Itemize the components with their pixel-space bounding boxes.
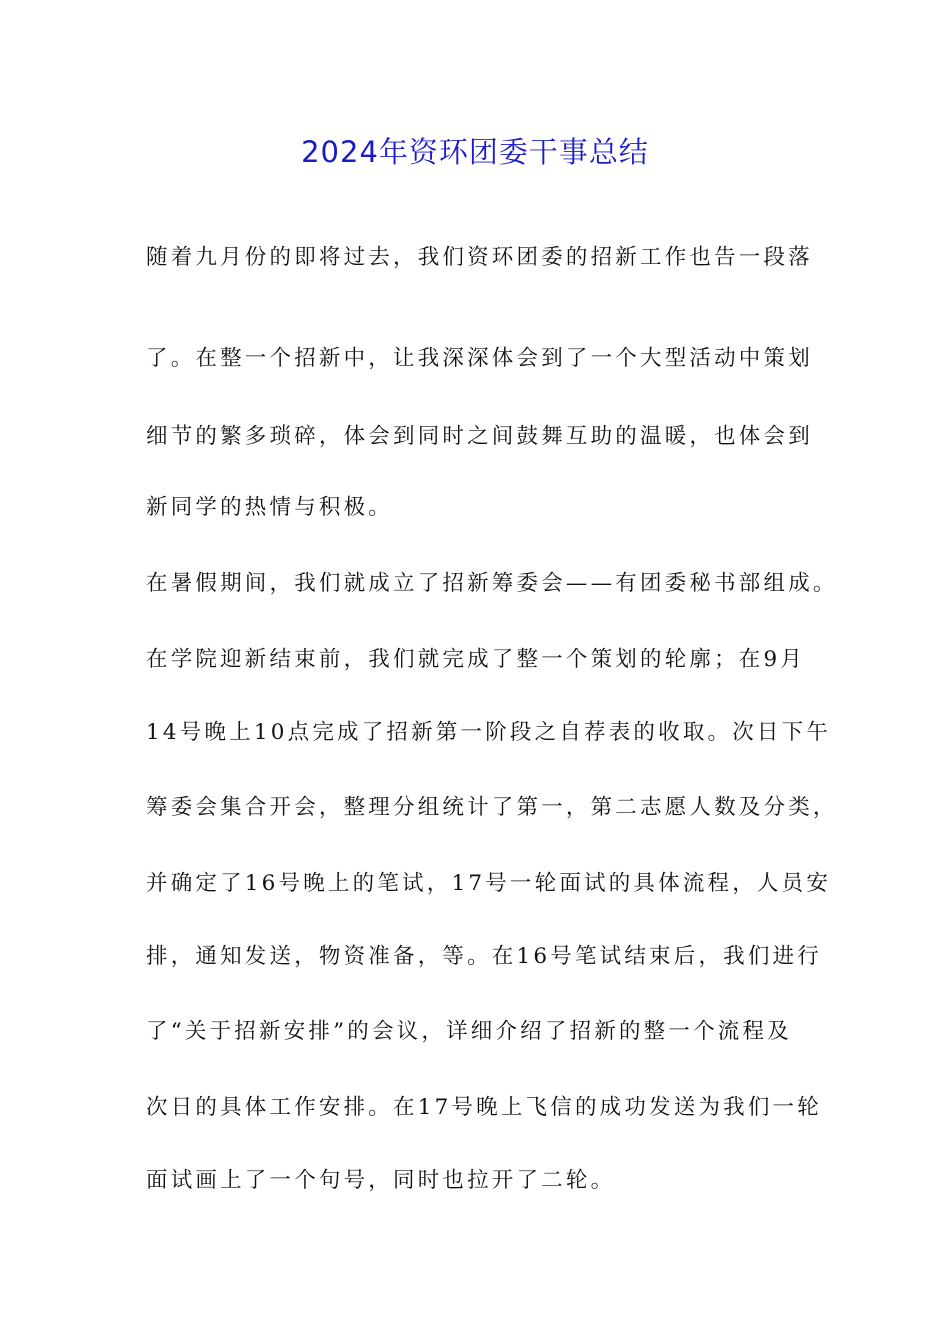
document-title: 2024年资环团委干事总结	[301, 135, 649, 169]
body-line: 并确定了16号晚上的笔试，17号一轮面试的具体流程，人员安	[146, 871, 832, 896]
body-line: 筹委会集合开会，整理分组统计了第一，第二志愿人数及分类，	[146, 795, 838, 820]
body-line: 排，通知发送，物资准备，等。在16号笔试结束后，我们进行	[146, 944, 822, 969]
body-line: 14号晚上10点完成了招新第一阶段之自荐表的收取。次日下午	[146, 720, 832, 745]
body-line: 新同学的热情与积极。	[146, 495, 394, 520]
body-line: 面试画上了一个句号，同时也拉开了二轮。	[146, 1168, 616, 1193]
body-line: 细节的繁多琐碎，体会到同时之间鼓舞互助的温暖，也体会到	[146, 424, 813, 449]
body-line: 在暑假期间，我们就成立了招新筹委会——有团委秘书部组成。	[146, 571, 838, 596]
body-line: 次日的具体工作安排。在17号晚上飞信的成功发送为我们一轮	[146, 1095, 822, 1120]
body-line: 了。在整一个招新中，让我深深体会到了一个大型活动中策划	[146, 346, 813, 371]
body-line: 在学院迎新结束前，我们就完成了整一个策划的轮廓；在9月	[146, 647, 806, 672]
body-line: 随着九月份的即将过去，我们资环团委的招新工作也告一段落	[146, 245, 813, 270]
body-line: 了“关于招新安排”的会议，详细介绍了招新的整一个流程及	[146, 1019, 792, 1044]
